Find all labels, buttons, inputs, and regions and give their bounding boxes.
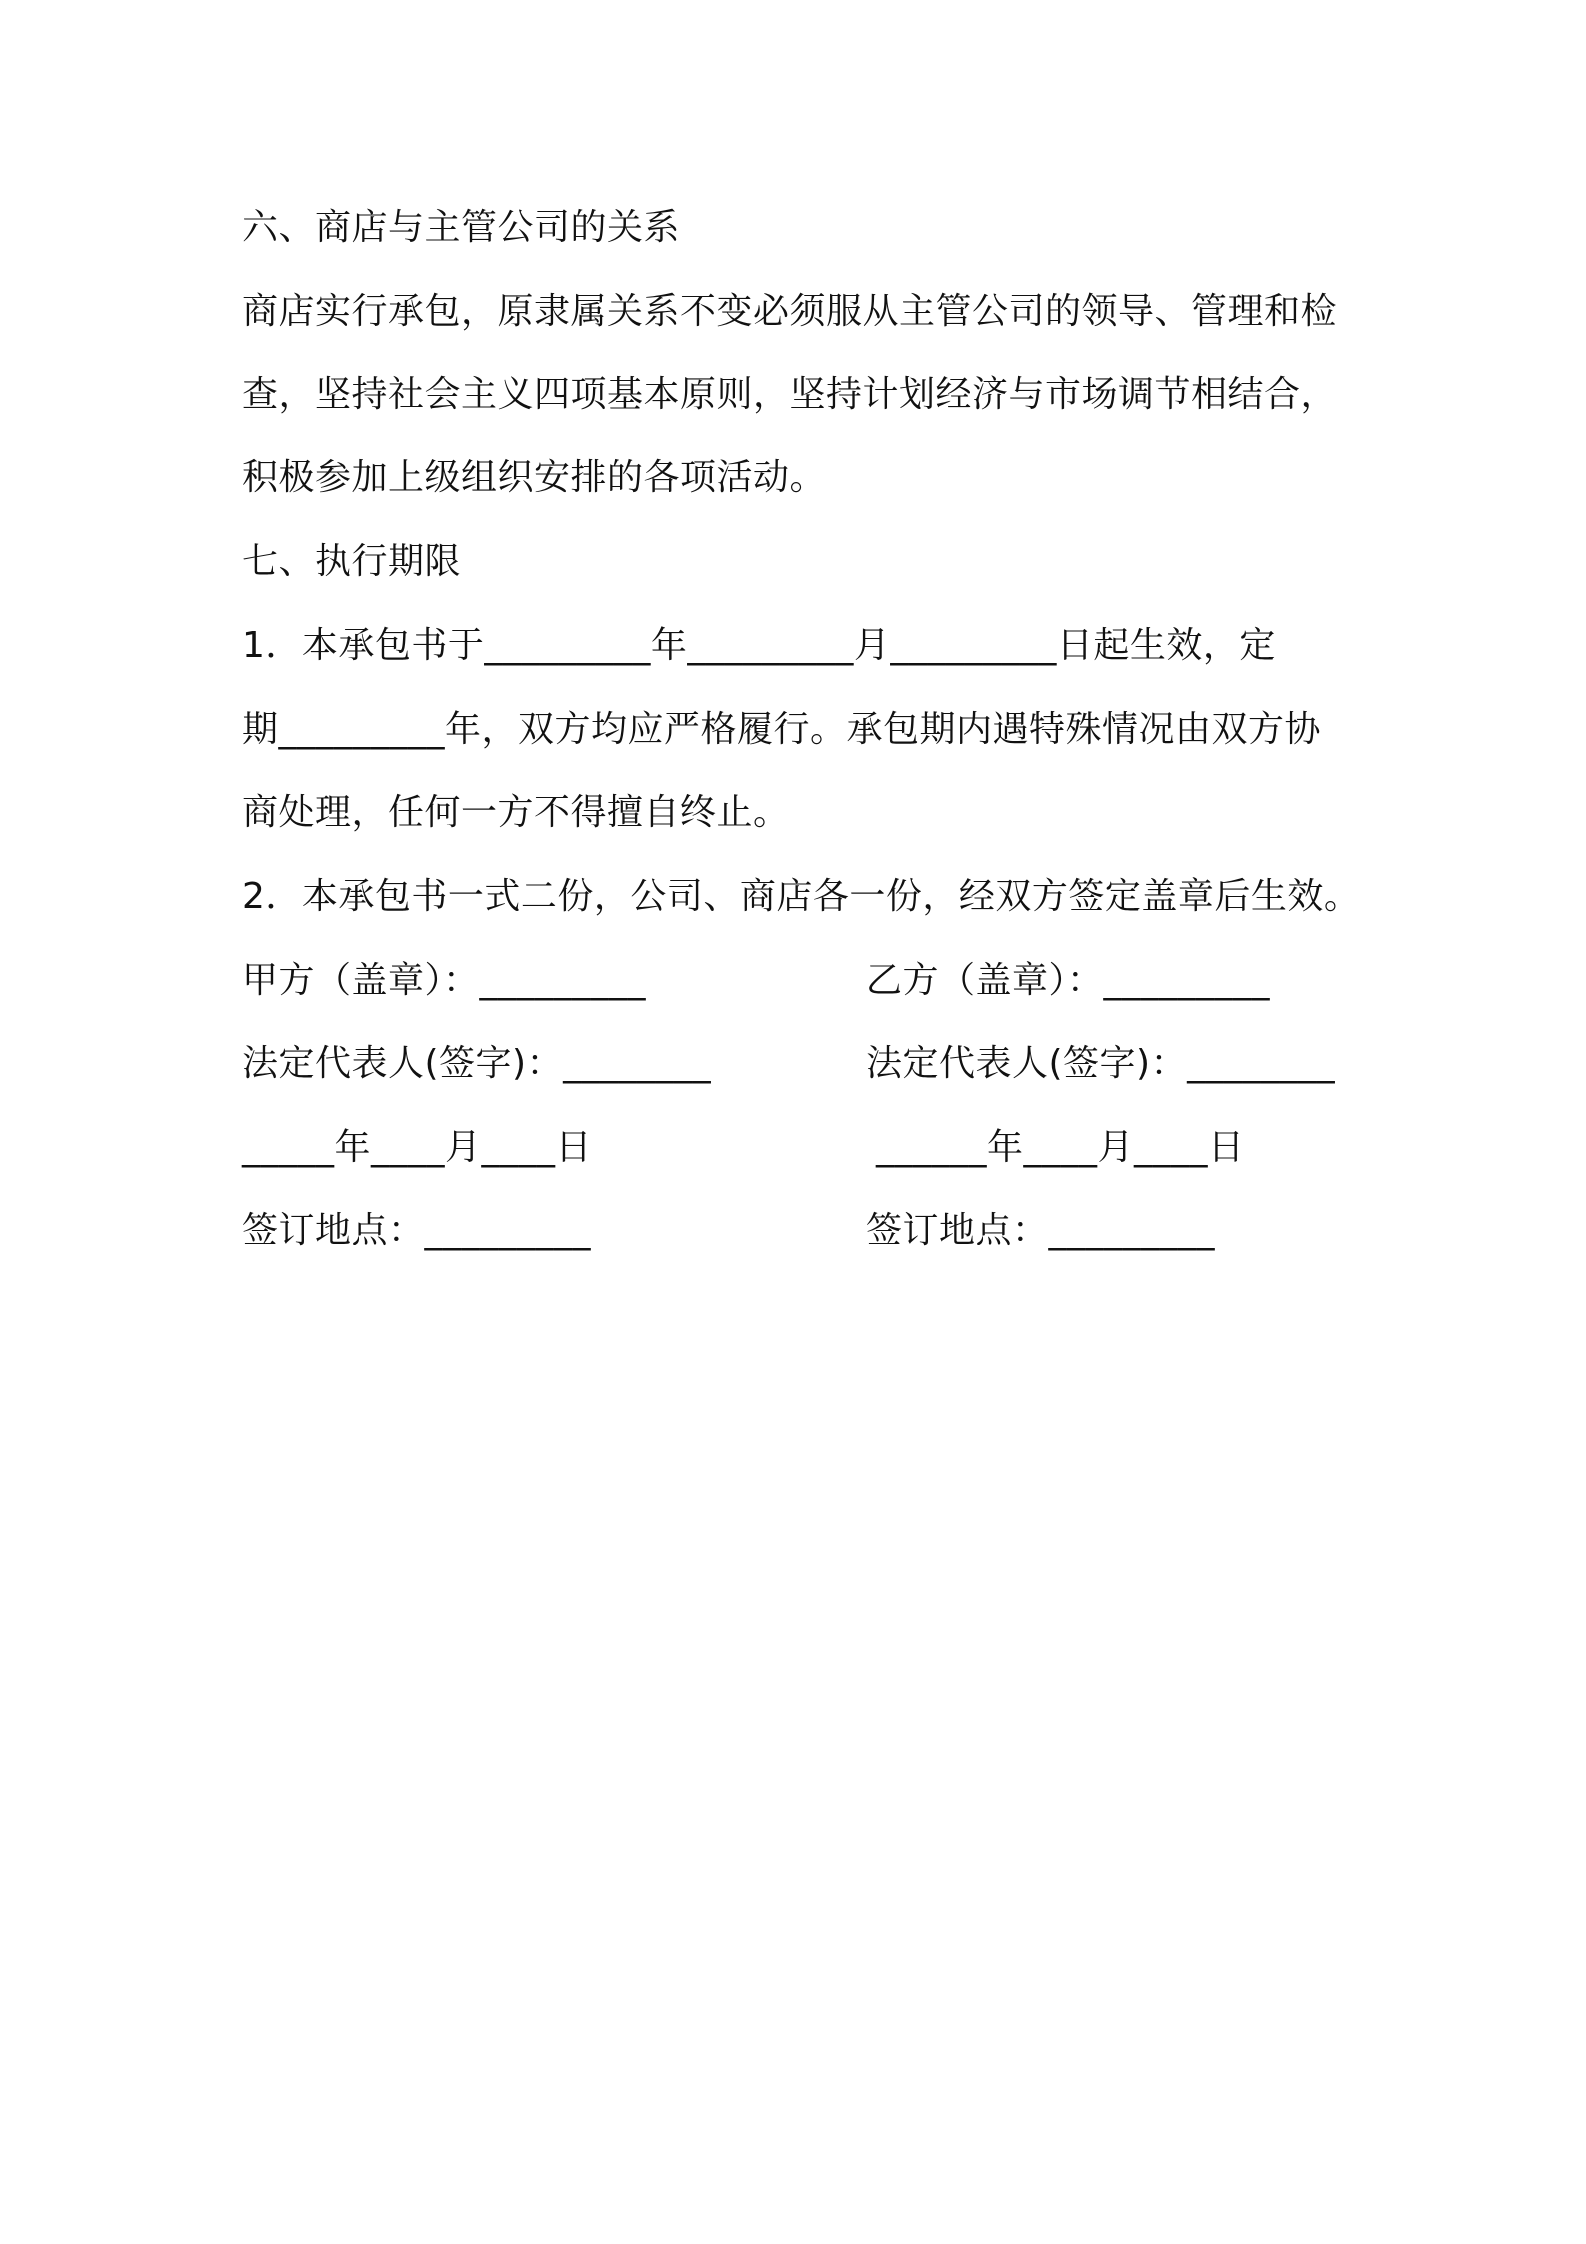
section-7-heading: 七、执行期限 [242,541,462,582]
party-a-date: _____年____月____日 [242,1127,593,1168]
section-6-heading: 六、商店与主管公司的关系 [242,207,681,248]
section-6-para-line-3: 积极参加上级组织安排的各项活动。 [242,457,827,498]
party-b-seal: 乙方（盖章）：_________ [866,960,1271,1001]
clause-1-line-1: 1．本承包书于_________年_________月_________日起生效，定 [242,625,1276,666]
party-a-seal: 甲方（盖章）：_________ [242,960,647,1001]
party-b-representative: 法定代表人(签字)：________ [866,1043,1336,1084]
party-a-signing-place: 签订地点：_________ [242,1210,592,1251]
clause-2: 2．本承包书一式二份，公司、商店各一份，经双方签定盖章后生效。 [242,876,1361,917]
party-b-signing-place: 签订地点：_________ [866,1210,1216,1251]
party-b-date: ______年____月____日 [876,1127,1245,1168]
party-a-representative: 法定代表人(签字)：________ [242,1043,712,1084]
clause-1-line-3: 商处理，任何一方不得擅自终止。 [242,792,790,833]
section-6-para-line-1: 商店实行承包，原隶属关系不变必须服从主管公司的领导、管理和检 [242,291,1338,332]
section-6-para-line-2: 查，坚持社会主义四项基本原则，坚持计划经济与市场调节相结合， [242,374,1338,415]
clause-1-line-2: 期_________年，双方均应严格履行。承包期内遇特殊情况由双方协 [242,709,1322,750]
